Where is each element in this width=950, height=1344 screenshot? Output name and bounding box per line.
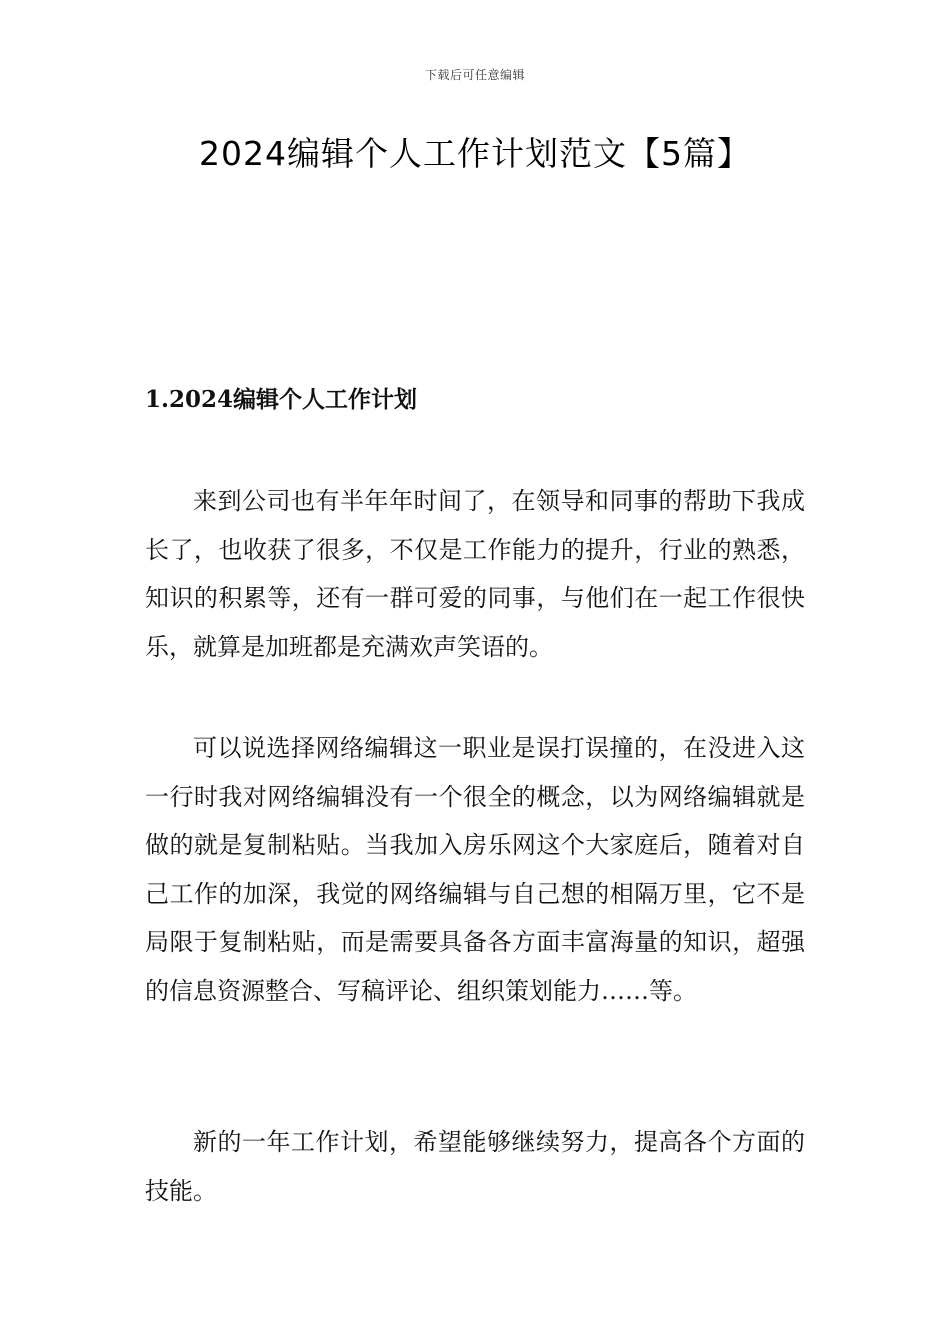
- header-note: 下载后可任意编辑: [424, 68, 525, 82]
- section-heading: 1.2024编辑个人工作计划: [145, 386, 418, 413]
- paragraph-1: 来到公司也有半年年时间了，在领导和同事的帮助下我成长了，也收获了很多，不仅是工作能力的提升，行业的熟悉，知识的积累等，还有一群可爱的同事，与他们在一起工作很快乐，就算是加班都是充满欢声笑语的。: [145, 487, 805, 661]
- paragraph-2: 可以说选择网络编辑这一职业是误打误撞的，在没进入这一行时我对网络编辑没有一个很全的概念，以为网络编辑就是做的就是复制粘贴。当我加入房乐网这个大家庭后，随着对自己工作的加深，我觉的网络编辑与自己想的相隔万里，它不是局限于复制粘贴，而是需要具备各方面丰富海量的知识，超强的信息资源整合、写稿评论、组织策划能力……等。: [145, 734, 805, 1005]
- paragraph-3: 新的一年工作计划，希望能够继续努力，提高各个方面的技能。: [145, 1128, 805, 1205]
- document-title: 2024编辑个人工作计划范文【5篇】: [199, 134, 751, 173]
